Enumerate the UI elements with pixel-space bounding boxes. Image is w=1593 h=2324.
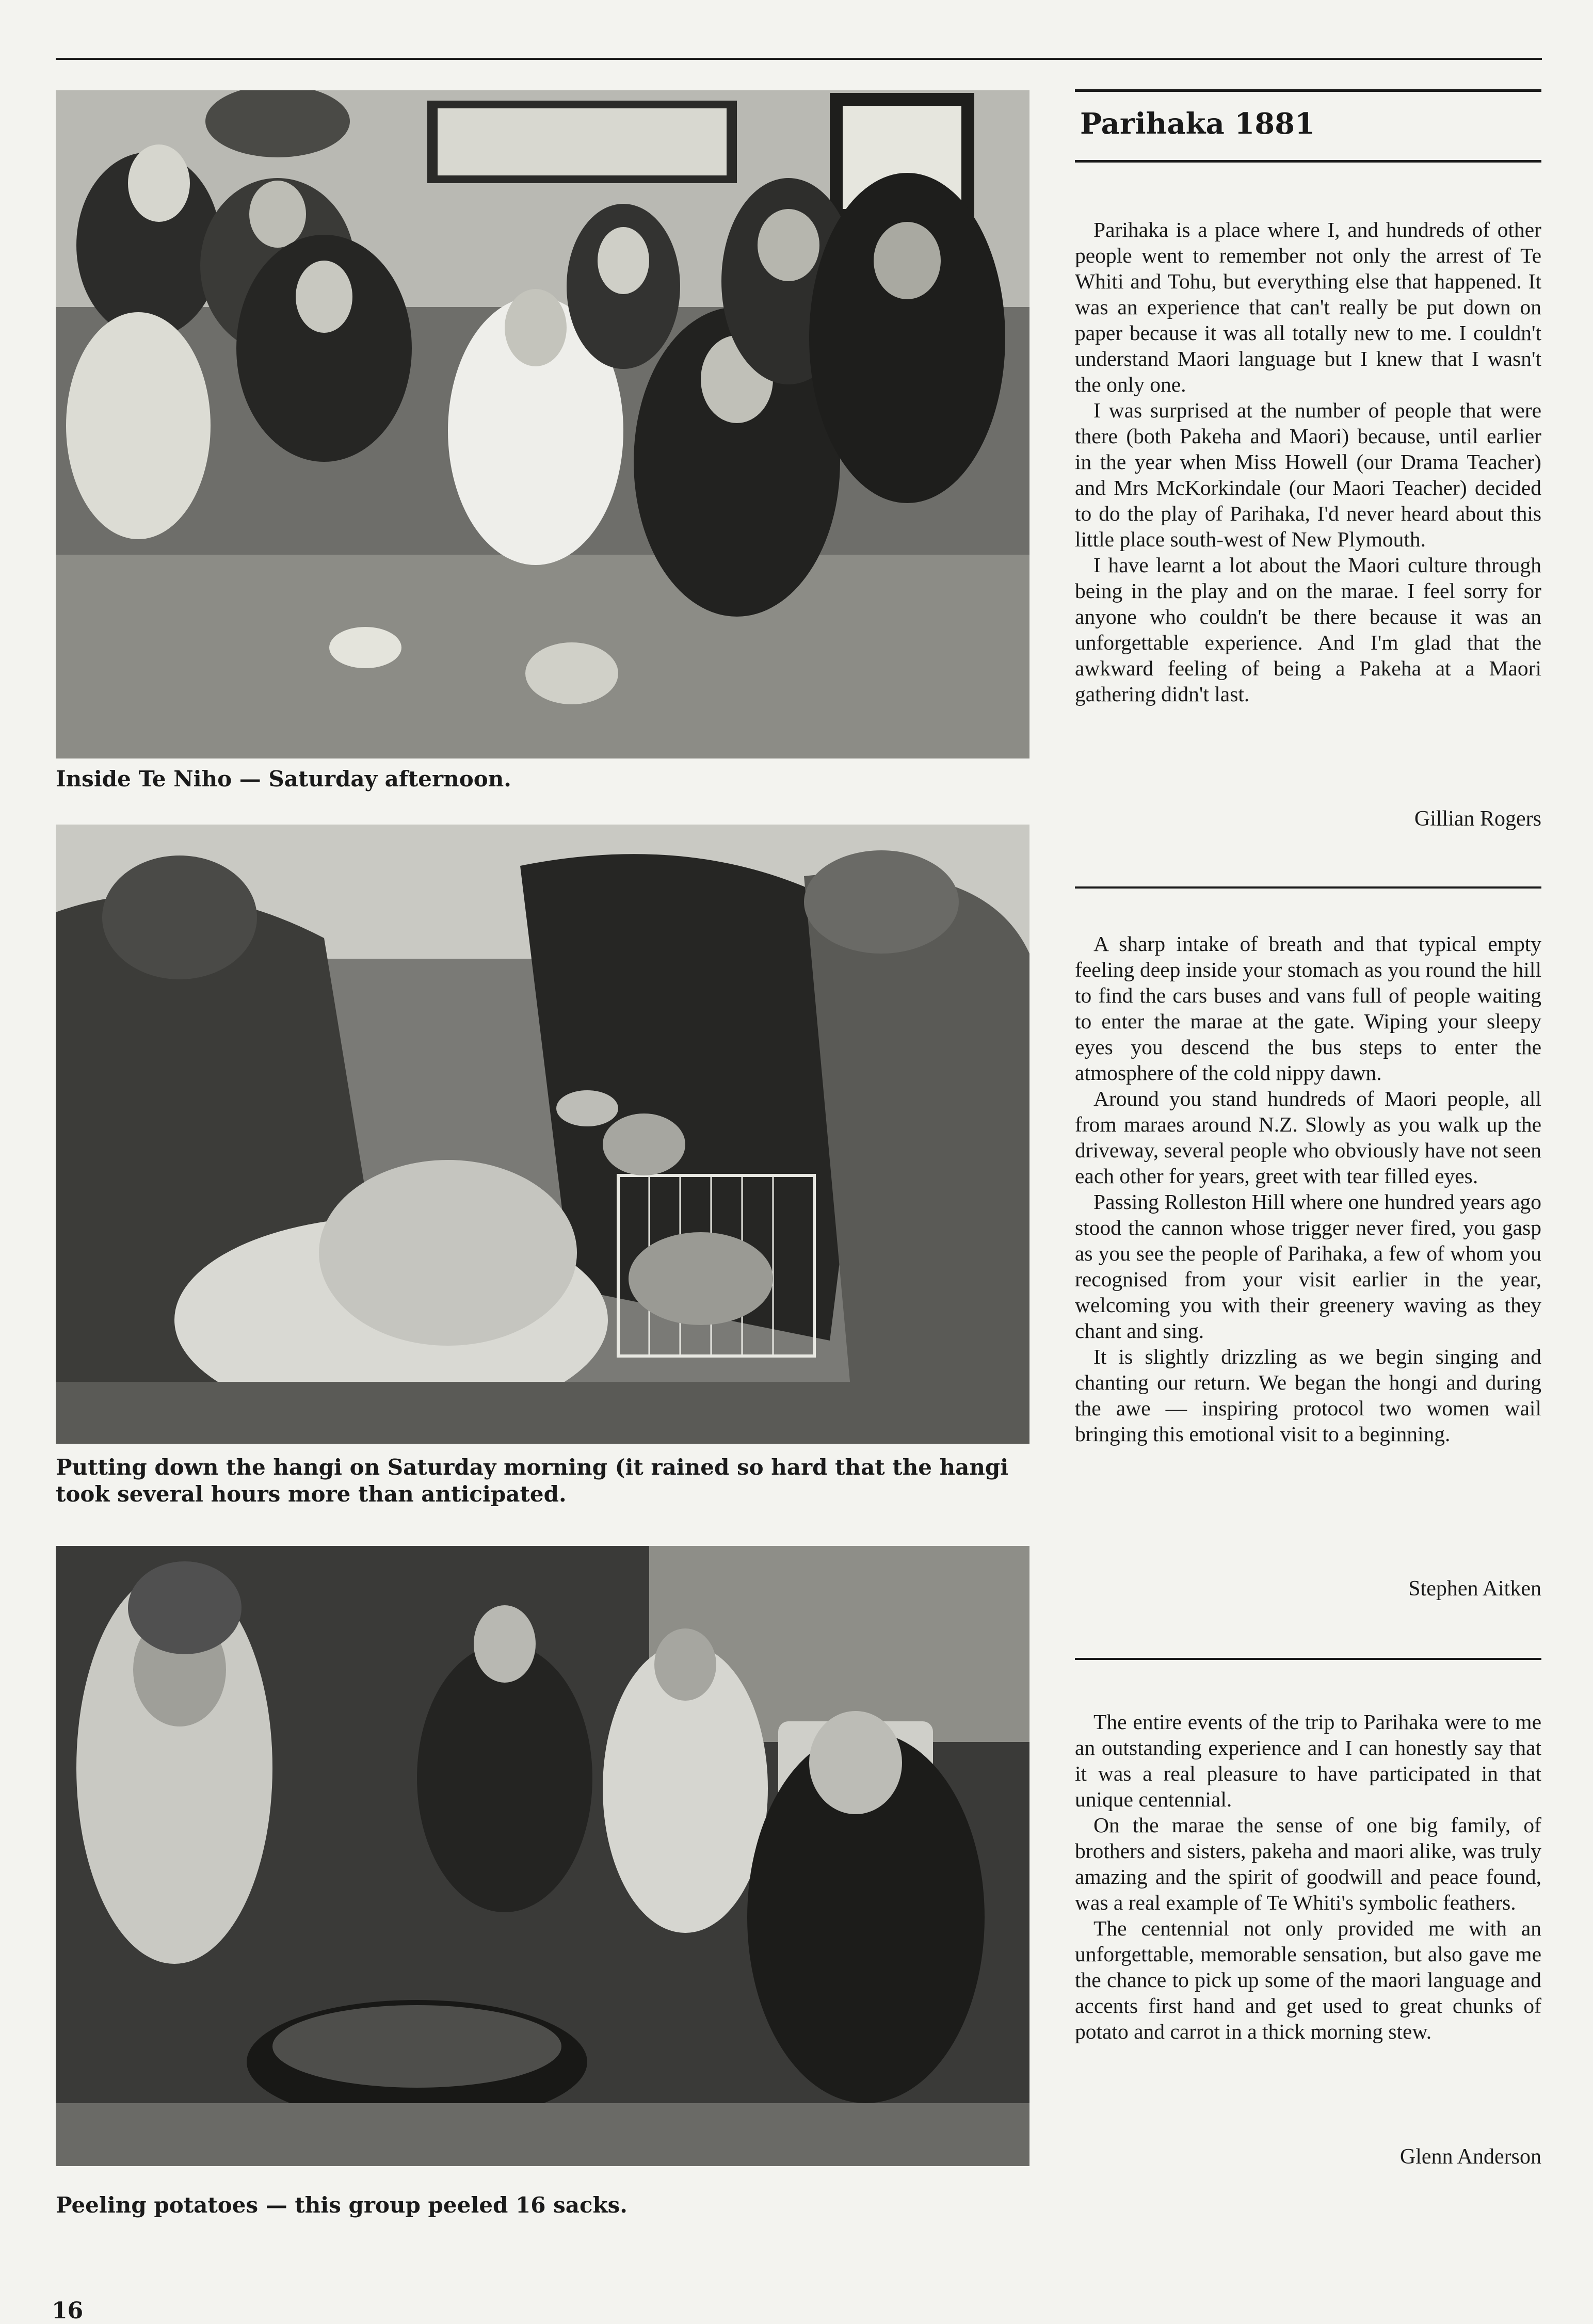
title-top-rule: [1075, 89, 1541, 92]
article-paragraph: The entire events of the trip to Parihaka were to me an outstanding experience and I can honestly say that it was a real pleasure to have participated in that unique centennial.: [1075, 1710, 1541, 1811]
section-divider: [1075, 886, 1541, 889]
page-number: 16: [52, 2298, 84, 2324]
section-divider: [1075, 1658, 1541, 1660]
top-rule: [56, 58, 1542, 60]
author-gillian-rogers: Gillian Rogers: [1414, 807, 1541, 831]
article-paragraph: The centennial not only provided me with an unforgettable, memorable sensation, but also gave me the chance to pick up some of the maori language and accents first hand and get used to great chunks of potato and carrot in a thick morning stew.: [1075, 1916, 1541, 2043]
page-title: Parihaka 1881: [1080, 107, 1315, 141]
article-paragraph: It is slightly drizzling as we begin singing and chanting our return. We began the hongi and during the awe — inspiring protocol two women wail bringing this emotional visit to a beginning.: [1075, 1345, 1541, 1446]
article-paragraph: A sharp intake of breath and that typical empty feeling deep inside your stomach as you round the hill to find the cars buses and vans full of people waiting to enter the marae at the gate. Wiping your sleepy eyes you descend the bus steps to enter the atmosphere of the cold nippy dawn.: [1075, 932, 1541, 1085]
article-gillian-rogers: [1075, 217, 1541, 707]
photo-hangi: [56, 825, 1029, 1444]
article-paragraph: Around you stand hundreds of Maori people, all from maraes around N.Z. Slowly as you walk up the driveway, several people who obviously have not seen each other for years, greet with tear filled eyes.: [1075, 1087, 1541, 1188]
photo-caption-peeling-potatoes: Peeling potatoes — this group peeled 16 sacks.: [56, 2192, 627, 2218]
photo-peeling-potatoes: [56, 1546, 1029, 2166]
photo-peeling-potatoes-image: [56, 1546, 1029, 2166]
article-glenn-anderson: [1075, 1709, 1541, 2044]
author-stephen-aitken: Stephen Aitken: [1408, 1577, 1541, 1601]
photo-inside-te-niho: [56, 90, 1029, 758]
article-paragraph: On the marae the sense of one big family, of brothers and sisters, pakeha and maori alike, was truly amazing and the spirit of goodwill and peace found, was a real example of Te Whiti's symbolic feathers.: [1075, 1813, 1541, 1914]
article-paragraph: I was surprised at the number of people that were there (both Pakeha and Maori) because, until earlier in the year when Miss Howell (our Drama Teacher) and Mrs McKorkindale (our Maori Teacher) decided to do the play of Parihaka, I'd never heard about this little place south-west of New Plymouth.: [1075, 398, 1541, 551]
photo-hangi-image: [56, 825, 1029, 1444]
title-bottom-rule: [1075, 160, 1541, 163]
photo-caption-hangi: Putting down the hangi on Saturday morning (it rained so hard that the hangi took several hours more than anticipated.: [56, 1455, 1009, 1507]
author-glenn-anderson: Glenn Anderson: [1399, 2145, 1541, 2169]
article-paragraph: Passing Rolleston Hill where one hundred years ago stood the cannon whose trigger never fired, you gasp as you see the people of Parihaka, a few of whom you recognised from your visit earlier in the year, welcoming you with their greenery waving as they chant and sing.: [1075, 1190, 1541, 1343]
article-paragraph: Parihaka is a place where I, and hundreds of other people went to remember not only the arrest of Te Whiti and Tohu, but everything else that happened. It was an experience that can't really be put down on paper because it was all totally new to me. I couldn't understand Maori language but I knew that I wasn't the only one.: [1075, 218, 1541, 396]
photo-caption-inside-te-niho: Inside Te Niho — Saturday afternoon.: [56, 766, 511, 792]
article-paragraph: I have learnt a lot about the Maori culture through being in the play and on the marae. I feel sorry for anyone who couldn't be there because it was an unforgettable experience. And I'm glad that the awkward feeling of being a Pakeha at a Maori gathering didn't last.: [1075, 553, 1541, 706]
photo-inside-te-niho-image: [56, 90, 1029, 758]
article-stephen-aitken: [1075, 931, 1541, 1447]
